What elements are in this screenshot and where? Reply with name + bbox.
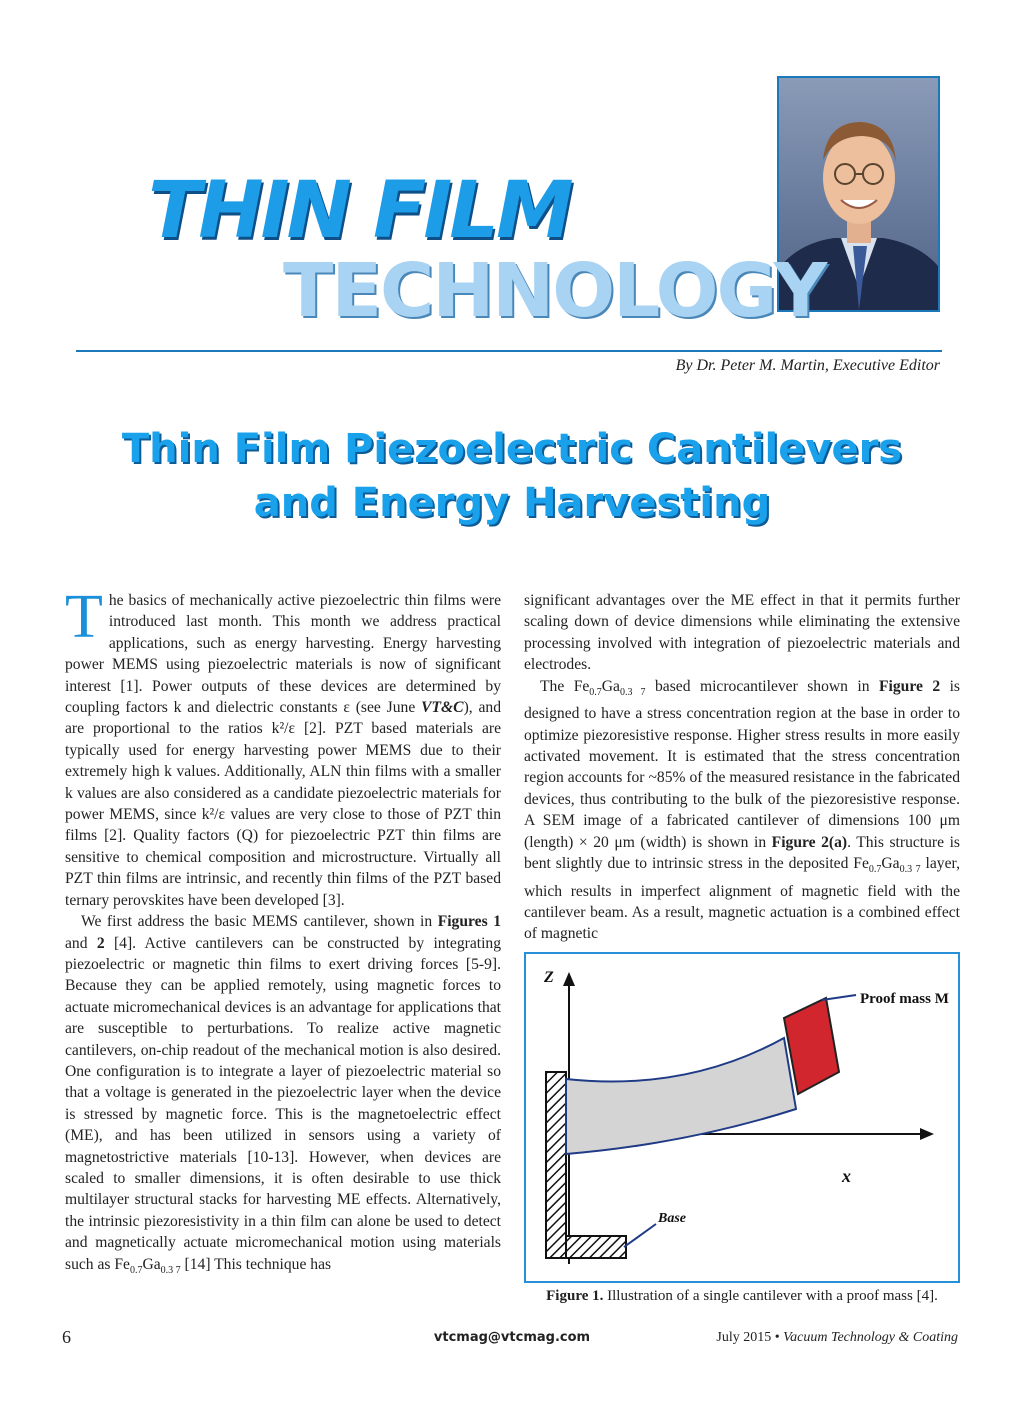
masthead-thin-film: THIN FILM: [148, 166, 571, 256]
subscript: 0.3 7: [619, 686, 646, 698]
byline: By Dr. Peter M. Martin, Executive Editor: [675, 357, 940, 374]
figures-ref: Figures 1: [437, 913, 501, 931]
cantilever-diagram: [526, 954, 958, 1281]
masthead-technology: TECHNOLOGY: [283, 248, 826, 334]
micro-text-cont: based microcantilever shown in: [645, 677, 879, 695]
vtc-reference: VT&C: [421, 699, 464, 717]
formula-ga: Ga: [142, 1255, 161, 1273]
caption-text: Illustration of a single cantilever with a proof mass [4].: [603, 1288, 938, 1304]
formula-ga: Ga: [881, 854, 900, 872]
base-label: Base: [658, 1211, 686, 1226]
figure2a-ref: Figure 2(a): [771, 833, 848, 851]
right-column: [524, 590, 960, 945]
proof-mass-leader: [822, 995, 856, 1000]
micro-text: The Fe: [540, 677, 590, 695]
figure2-ref: 2: [96, 934, 105, 952]
paragraph-cantilever: [65, 911, 501, 1281]
subscript: 0.7: [868, 864, 882, 876]
micro-text-end: layer, which results in imperfect alignment of magnetic field with the cantilever beam. As a result, magnetic actuation is a combined effect of magnetic: [524, 854, 960, 943]
micro-text-cont2: is designed to have a stress concentration region at the base in order to optimize piezoresistive response. Higher stress results in more easily activated movement. It is estimated that the stress concentration region accounts for ~85% of the measured resistance in the fabricated devices, thus contributing to the bulk of the piezoresistive response. A SEM image of a fabricated cantilever of dimensions 100 μm (length) × 20 μm (width) is shown in: [524, 677, 960, 851]
article-title-line1: Thin Film Piezoelectric Cantilevers: [121, 426, 903, 472]
subscript: 0.3 7: [899, 864, 921, 876]
paragraph-advantages: significant advantages over the ME effect in that it permits further scaling down of device dimensions while eliminating the extensive processing involved with integration of piezoelectric materials and electrodes.: [524, 592, 960, 674]
and-text: and: [65, 934, 97, 952]
x-axis-arrow: [920, 1128, 934, 1140]
z-axis-arrow: [563, 972, 575, 986]
article-title-line2: and Energy Harvesting: [253, 480, 771, 526]
cantilever-text: We first address the basic MEMS cantilever, shown in: [81, 913, 438, 931]
footer-issue: [716, 1330, 958, 1346]
z-axis-label: Z: [544, 969, 554, 986]
page-number: 6: [62, 1327, 71, 1347]
proof-mass: [784, 998, 839, 1094]
intro-text: he basics of mechanically active piezoelectric thin films were introduced last month. This month we address practical applications, such as energy harvesting. Energy harvesting power MEMS using piezoelectric materials is now of significant interest [1]. Power outputs of these devices are determined by coupling factors k and dielectric constants ε (see June: [65, 592, 501, 717]
footer-bullet: •: [774, 1330, 780, 1345]
base-plate: [566, 1236, 626, 1258]
intro-text-cont: ), and are proportional to the ratios k²/ε [2]. PZT based materials are typically used for energy harvesting power MEMS due to their extremely high k values. Additionally, ALN thin films with a smaller k values are also considered as a candidate piezoelectric materials for power MEMS, since k²/ε values are very close to those of PZT thin films [2]. Quality factors (Q) for piezoelectric PZT thin films are sensitive to chemical composition and microstructure. Virtually all PZT thin films are intrinsic, and recently thin films of the PZT based ternary perovskites have been developed [3].: [65, 699, 502, 909]
footer-email: vtcmag@vtcmag.com: [433, 1330, 591, 1345]
subscript: 0.3 7: [160, 1264, 181, 1276]
figure-1: [524, 952, 960, 1283]
x-axis-label: x: [842, 1166, 851, 1186]
issue-date: July 2015: [716, 1330, 772, 1345]
figure2-ref: Figure 2: [879, 677, 941, 695]
wall-support: [546, 1072, 566, 1258]
caption-label: Figure 1.: [546, 1288, 604, 1304]
cantilever-text-cont: [4]. Active cantilevers can be constructed by integrating piezoelectric or magnetic thin films to exert driving forces [5-9]. Because they can be applied remotely, using magnetic forces to actuate micromechanical devices is an advantage for applications that are susceptible to perturbations. To realize active magnetic cantilevers, on-chip readout of the mechanical motion is also desired. One configuration is to integrate a layer of piezoelectric material so that a voltage is generated in the piezoelectric layer when the device is stressed by magnetic force. This is the magnetoelectric effect (ME), and has been utilized in sensors using a variety of magnetostrictive materials [10-13]. However, when devices are scaled to smaller dimensions, it is often desirable to use thick multilayer structural stacks for harvesting ME effects. Alternatively, the intrinsic piezoresistivity in a thin film can alone be used to detect and magnetically actuate micromechanical motion using materials such as Fe: [65, 934, 501, 1273]
micro-text-cont3: . This structure is bent slightly due to intrinsic stress in the deposited Fe: [524, 833, 960, 872]
proof-mass-label: Proof mass M: [860, 991, 949, 1007]
figure-1-caption: [524, 1288, 960, 1305]
masthead-divider: [76, 350, 942, 352]
paragraph-microcantilever: [524, 676, 960, 945]
subscript: 0.7: [129, 1264, 143, 1276]
subscript: 0.7: [589, 686, 602, 698]
cantilever-text-end: [14] This technique has: [180, 1255, 332, 1273]
cantilever-beam: [566, 1038, 796, 1154]
left-column: [65, 583, 502, 1281]
base-leader: [624, 1224, 656, 1247]
publication-name: Vacuum Technology & Coating: [783, 1330, 958, 1345]
article-title: [40, 422, 984, 530]
drop-cap: T: [65, 583, 103, 651]
paragraph-intro: [65, 583, 502, 911]
formula-ga: Ga: [601, 677, 620, 695]
